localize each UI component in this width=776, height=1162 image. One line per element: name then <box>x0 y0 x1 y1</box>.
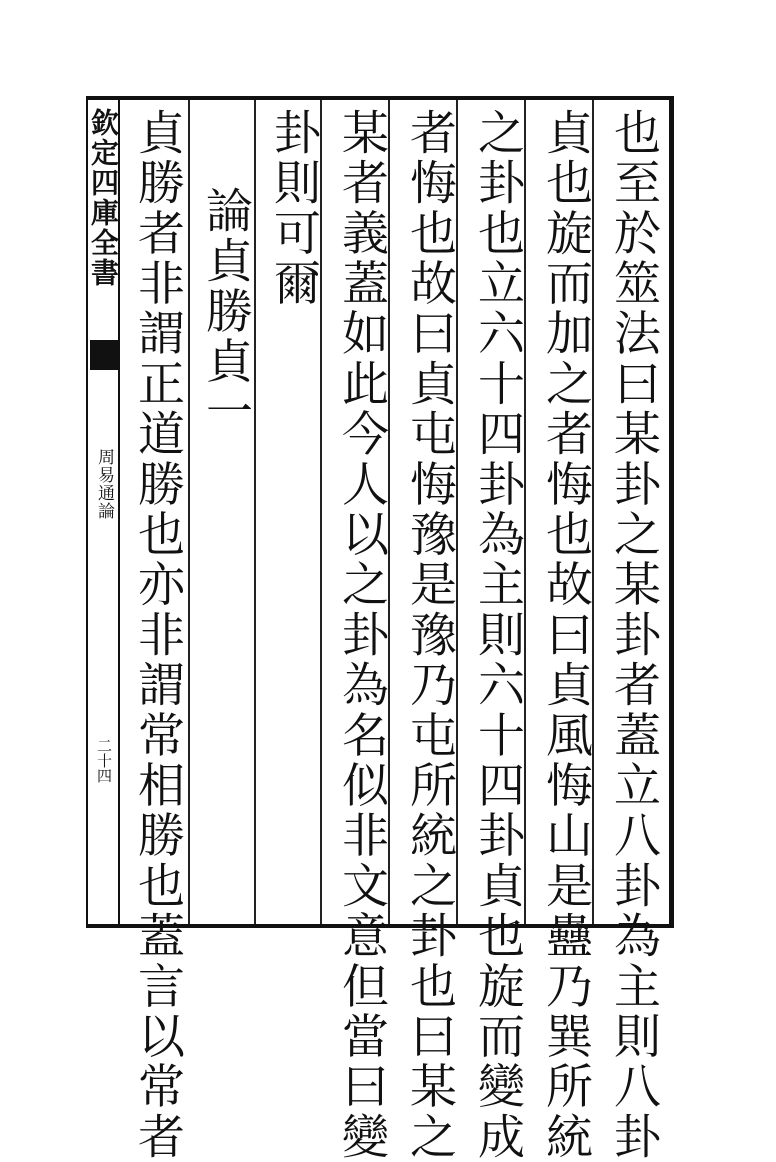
text-column-1: 也至於筮法曰某卦之某卦者蓋立八卦為主則八卦 <box>606 108 661 1162</box>
text-column-4: 者悔也故曰貞屯悔豫是豫乃屯所統之卦也曰某之 <box>402 108 457 1162</box>
text-column-6: 卦則可爾 <box>266 108 321 309</box>
section-heading: 論貞勝貞一 <box>198 186 253 437</box>
text-column-2: 貞也旋而加之者悔也故曰貞風悔山是蠱乃巽所統 <box>538 108 593 1162</box>
fish-tail-mark <box>90 340 118 370</box>
book-title: 周易通論 <box>94 448 114 520</box>
text-column-3: 之卦也立六十四卦為主則六十四卦貞也旋而變成 <box>470 108 525 1162</box>
folio-number: 二十四 <box>95 738 113 783</box>
column-rule <box>188 100 190 924</box>
text-column-5: 某者義蓋如此今人以之卦為名似非文意但當曰變 <box>334 108 389 1162</box>
collection-title: 欽定四庫全書 <box>87 108 120 288</box>
text-column-8: 貞勝者非謂正道勝也亦非謂常相勝也蓋言以常者 <box>130 108 185 1162</box>
